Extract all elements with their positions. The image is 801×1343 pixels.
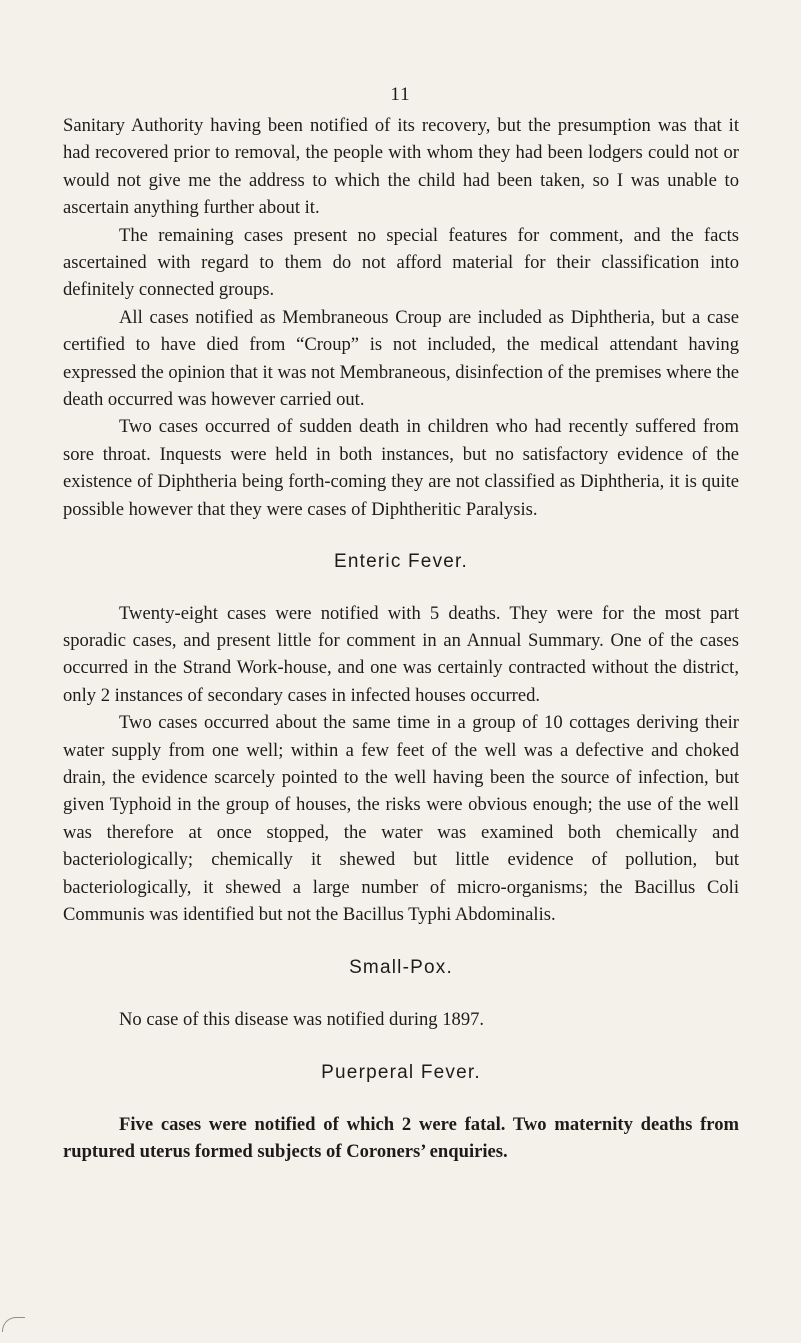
heading-small-pox: Small-Pox. — [349, 957, 453, 979]
paragraph-remaining-cases: The remaining cases present no special features for comment, and the facts ascertained with regard to them do not afford material for their classification into definitely connected groups. — [63, 224, 739, 301]
page-number: 11 — [390, 84, 411, 105]
paragraph-continuation: Sanitary Authority having been notified of its recovery, but the presumption was that it had recovered prior to removal, the people with whom they had been lodgers could not or would not give me the address to which the child had been taken, so I was unable to ascertain anything further about it. — [63, 115, 739, 219]
paragraph-membraneous-croup: All cases notified as Membraneous Croup are included as Diphtheria, but a case certified to have died from “Croup” is not included, the medical attendant having expressed the opinion that it was not Membraneous, disinfection of the premises where the death occurred was however carried out. — [63, 306, 739, 411]
heading-puerperal-fever: Puerperal Fever. — [321, 1062, 481, 1084]
paragraph-sudden-death: Two cases occurred of sudden death in children who had recently suffered from sore throat. Inquests were held in both instances, but no satisfactory evidence of the existence of Diphtheria being forth-coming they are not classified as Diphtheria, it is quite possible however that they were cases of Diphtheritic Paralysis. — [63, 416, 739, 520]
paragraph-enteric-cases: Twenty-eight cases were notified with 5 deaths. They were for the most part sporadic cases, and present little for comment in an Annual Summary. One of the cases occurred in the Strand Work-house, and one was certainly contracted without the district, only 2 instances of secondary cases in infected houses occurred. — [63, 602, 739, 706]
paragraph-enteric-well: Two cases occurred about the same time in a group of 10 cottages deriving their water supply from one well; within a few feet of the well was a defective and choked drain, the evidence scarcely pointed to the well having been the source of infection, but given Typhoid in the group of houses, the risks were obvious enough; the use of the well was therefore at once stopped, the water was examined both chemically and bacteriologically; chemically it shewed but little evidence of pollution, but bacteriologically, it shewed a large number of micro-organisms; the Bacillus Coli Communis was identified but not the Bacillus Typhi Abdominalis. — [63, 712, 739, 925]
paragraph-small-pox: No case of this disease was notified during 1897. — [119, 1008, 485, 1030]
page-corner-mark — [2, 1317, 25, 1332]
page-body — [63, 112, 739, 1165]
heading-enteric-fever: Enteric Fever. — [333, 551, 468, 573]
paragraph-puerperal: Five cases were notified of which 2 were fatal. Two maternity deaths from ruptured uterus formed subjects of Coroners’ enquiries. — [63, 1113, 739, 1162]
